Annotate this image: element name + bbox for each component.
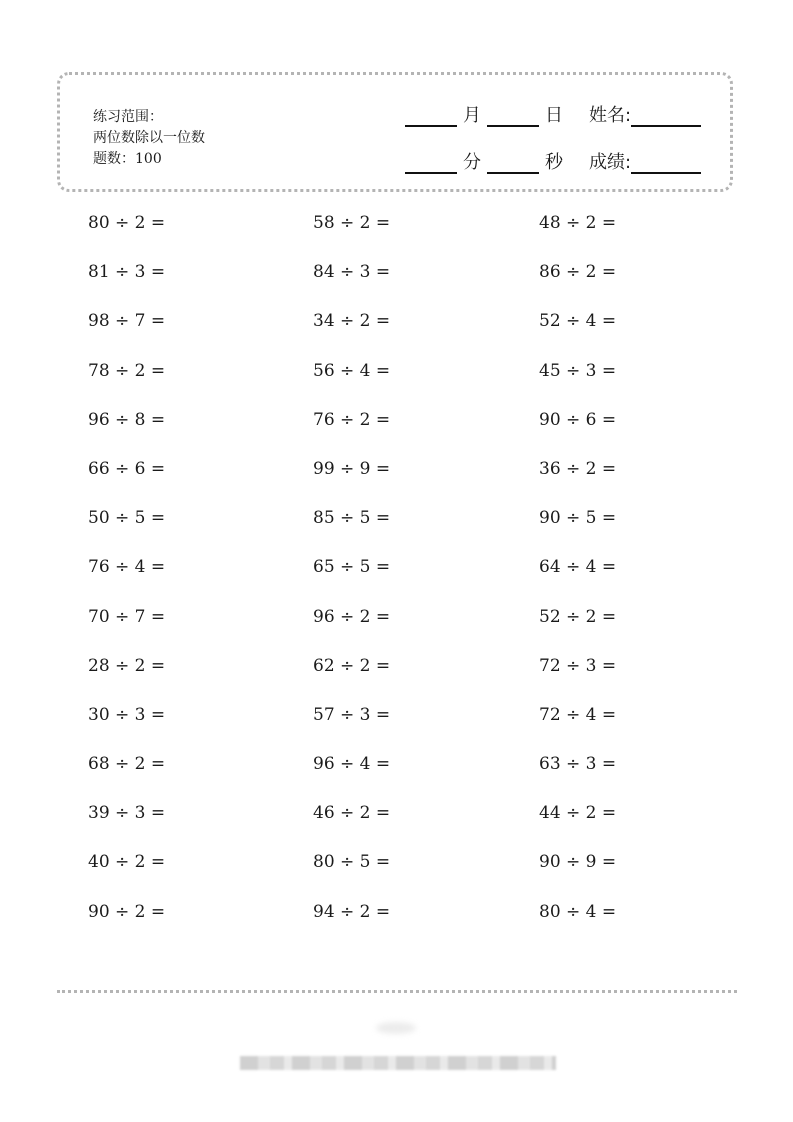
division-problem: 70 ÷ 7 = — [88, 606, 166, 627]
division-problem: 80 ÷ 4 = — [539, 901, 617, 922]
division-problem: 34 ÷ 2 = — [313, 311, 391, 332]
blurred-footer — [240, 1056, 556, 1070]
division-problem: 52 ÷ 2 = — [539, 606, 617, 627]
count-value: 100 — [135, 151, 162, 167]
score-label: 成绩: — [589, 152, 632, 173]
division-problem: 72 ÷ 3 = — [539, 655, 617, 676]
time-score-row — [405, 148, 701, 174]
month-blank[interactable] — [405, 105, 457, 127]
division-problem: 40 ÷ 2 = — [88, 852, 166, 873]
division-problem: 64 ÷ 4 = — [539, 557, 617, 578]
second-blank[interactable] — [487, 152, 539, 174]
division-problem: 44 ÷ 2 = — [539, 803, 617, 824]
division-problem: 80 ÷ 2 = — [88, 213, 166, 233]
name-label: 姓名: — [589, 105, 632, 126]
division-problem: 98 ÷ 7 = — [88, 311, 166, 332]
division-problem: 65 ÷ 5 = — [313, 557, 391, 578]
division-problem: 39 ÷ 3 = — [88, 803, 166, 824]
division-problem: 96 ÷ 8 = — [88, 409, 166, 430]
bottom-divider — [57, 990, 737, 993]
score-blank[interactable] — [631, 152, 701, 174]
division-problem: 81 ÷ 3 = — [88, 262, 166, 283]
division-problem: 45 ÷ 3 = — [539, 360, 617, 381]
division-problem: 78 ÷ 2 = — [88, 360, 166, 381]
division-problem: 30 ÷ 3 = — [88, 704, 166, 725]
day-blank[interactable] — [487, 105, 539, 127]
division-problem: 85 ÷ 5 = — [313, 508, 391, 529]
division-problem: 94 ÷ 2 = — [313, 901, 391, 922]
blurred-logo — [376, 1022, 416, 1034]
division-problem: 46 ÷ 2 = — [313, 803, 391, 824]
division-problem: 48 ÷ 2 = — [539, 213, 617, 233]
division-problem: 52 ÷ 4 = — [539, 311, 617, 332]
worksheet-header — [57, 72, 733, 192]
day-label: 日 — [545, 105, 563, 126]
minute-blank[interactable] — [405, 152, 457, 174]
division-problem: 90 ÷ 6 = — [539, 409, 617, 430]
division-problem: 62 ÷ 2 = — [313, 655, 391, 676]
division-problem: 96 ÷ 2 = — [313, 606, 391, 627]
division-problem: 99 ÷ 9 = — [313, 458, 391, 479]
division-problem: 76 ÷ 2 = — [313, 409, 391, 430]
worksheet-info — [93, 107, 205, 170]
division-problem: 90 ÷ 5 = — [539, 508, 617, 529]
minute-label: 分 — [463, 152, 481, 173]
division-problem: 57 ÷ 3 = — [313, 704, 391, 725]
division-problem: 86 ÷ 2 = — [539, 262, 617, 283]
division-problem: 80 ÷ 5 = — [313, 852, 391, 873]
range-label: 练习范围： — [93, 109, 163, 125]
count-label: 题数： — [93, 151, 135, 167]
division-problem: 28 ÷ 2 = — [88, 655, 166, 676]
date-name-row — [405, 101, 701, 127]
question-count — [93, 149, 205, 170]
division-problem: 36 ÷ 2 = — [539, 458, 617, 479]
division-problem: 90 ÷ 9 = — [539, 852, 617, 873]
division-problem: 58 ÷ 2 = — [313, 213, 391, 233]
division-problem: 63 ÷ 3 = — [539, 754, 617, 775]
division-problem: 56 ÷ 4 = — [313, 360, 391, 381]
division-problem: 76 ÷ 4 = — [88, 557, 166, 578]
division-problem: 50 ÷ 5 = — [88, 508, 166, 529]
division-problem: 90 ÷ 2 = — [88, 901, 166, 922]
name-blank[interactable] — [631, 105, 701, 127]
second-label: 秒 — [545, 152, 563, 173]
division-problem: 84 ÷ 3 = — [313, 262, 391, 283]
division-problem: 66 ÷ 6 = — [88, 458, 166, 479]
division-problem: 68 ÷ 2 = — [88, 754, 166, 775]
month-label: 月 — [463, 105, 481, 126]
range-value: 两位数除以一位数 — [93, 130, 205, 146]
division-problem: 96 ÷ 4 = — [313, 754, 391, 775]
division-problem: 72 ÷ 4 = — [539, 704, 617, 725]
